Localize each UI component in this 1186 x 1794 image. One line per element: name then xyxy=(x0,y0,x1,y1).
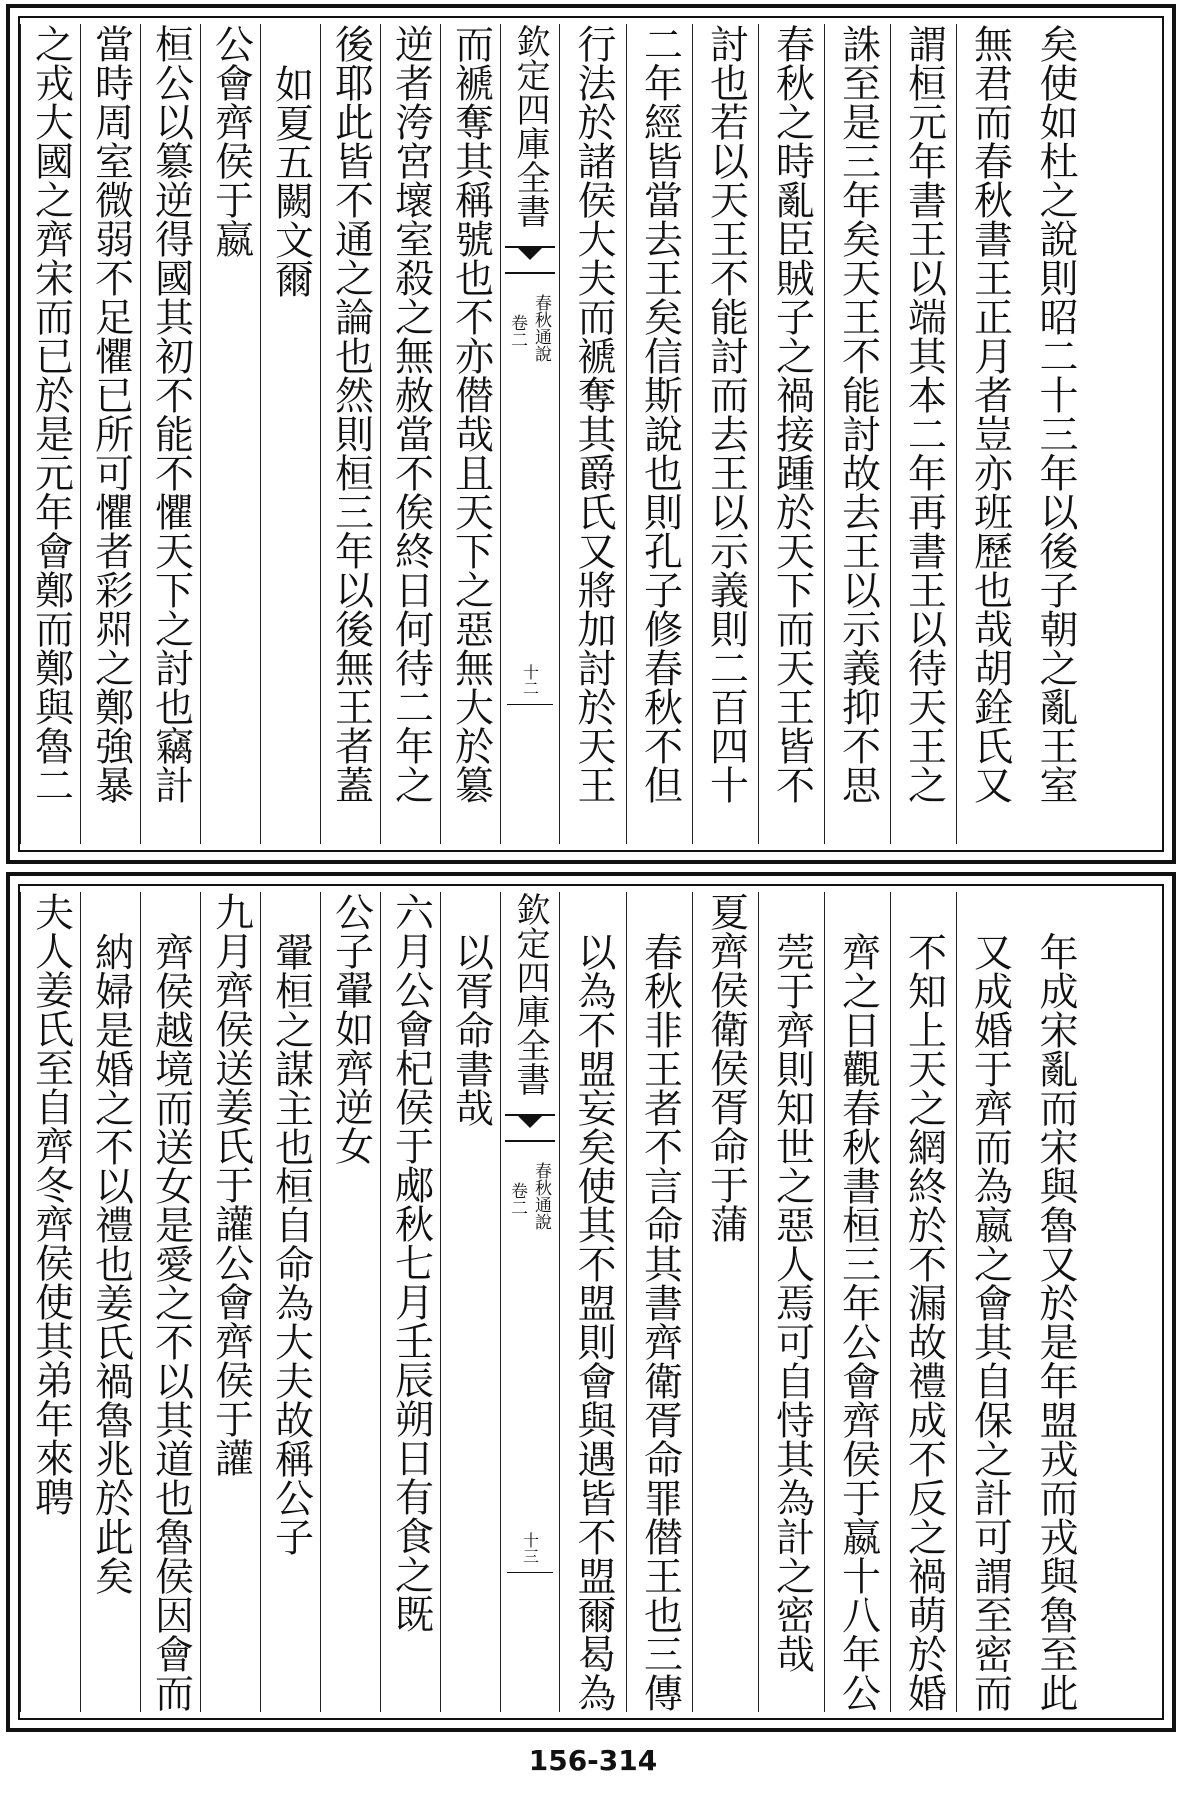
column-line: 矣使如杜之說則昭二十三年以後子朝之亂王室 xyxy=(1033,24,1078,804)
top-page xyxy=(6,4,1176,864)
column-line: 謂桓元年書王以端其本二年再書王以待天王之 xyxy=(890,24,956,844)
column-line: 公會齊侯于嬴 xyxy=(200,24,260,844)
column-line: 當時周室微弱不足懼已所可懼者彩喌之鄭強暴 xyxy=(80,24,140,844)
column-line: 春秋之時亂臣賊子之禍接踵於天下而天王皆不 xyxy=(758,24,824,844)
banner-volume: 卷二 xyxy=(507,1182,527,1216)
fish-tail-ornament xyxy=(505,246,555,274)
banner-title: 欽定四庫全書 xyxy=(510,892,550,1096)
banner-book-title: 春秋通說 xyxy=(531,294,551,362)
column-line: 後耶此皆不通之論也然則桓三年以後無王者蓋 xyxy=(320,24,380,844)
column-line: 逆者洿宮壞室殺之無赦當不俟終日何待二年之 xyxy=(380,24,440,844)
column-line: 春秋非王者不言命其書齊衛胥命罪僣王也三傳 xyxy=(626,892,692,1712)
banner-book-title: 春秋通說 xyxy=(531,1162,551,1230)
banner-title: 欽定四庫全書 xyxy=(510,24,550,228)
column-line: 不知上天之網終於不漏故禮成不反之禍萌於婚 xyxy=(890,892,956,1712)
column-line: 而褫奪其稱號也不亦僣哉且天下之惡無大於簒 xyxy=(440,24,500,844)
page-footer-number: 156-314 xyxy=(528,1744,658,1777)
column-line: 又成婚于齊而為嬴之會其自保之計可謂至密而 xyxy=(956,892,1022,1712)
center-banner xyxy=(500,892,560,1712)
column-line: 公子翬如齊逆女 xyxy=(320,892,380,1712)
bottom-page xyxy=(6,872,1176,1732)
column-line: 翬桓之謀主也桓自命為大夫故稱公子 xyxy=(260,892,320,1712)
column-line: 莞于齊則知世之惡人焉可自恃其為計之密哉 xyxy=(758,892,824,1712)
column-line: 誅至是三年矣天王不能討故去王以示義抑不思 xyxy=(824,24,890,844)
column-line: 無君而春秋書王正月者豈亦班歷也哉胡銓氏又 xyxy=(956,24,1022,844)
column-line: 年成宋亂而宋與魯又於是年盟戎而戎與魯至此 xyxy=(1033,932,1078,1712)
column-line: 桓公以簒逆得國其初不能不懼天下之討也竊計 xyxy=(140,24,200,844)
top-page-frame xyxy=(18,16,1164,852)
column-line: 六月公會杞侯于郕秋七月壬辰朔日有食之既 xyxy=(380,892,440,1712)
banner-volume: 卷二 xyxy=(507,314,527,348)
center-banner xyxy=(500,24,560,844)
column-line: 之戎大國之齊宋而已於是元年會鄭而鄭與魯二 xyxy=(20,24,80,844)
column-line: 納婦是婚之不以禮也姜氏禍魯兆於此矣 xyxy=(80,892,140,1712)
column-line: 二年經皆當去王矣信斯說也則孔子修春秋不但 xyxy=(626,24,692,844)
banner-rule xyxy=(507,1572,553,1573)
column-line: 行法於諸侯大夫而褫奪其爵氏又將加討於天王 xyxy=(571,24,616,804)
column-line: 以為不盟妄矣使其不盟則會與遇皆不盟爾曷為 xyxy=(571,932,616,1712)
column-line: 齊之日觀春秋書桓三年公會齊侯于嬴十八年公 xyxy=(824,892,890,1712)
column-line: 如夏五闕文爾 xyxy=(260,24,320,844)
column-line: 討也若以天王不能討而去王以示義則二百四十 xyxy=(692,24,758,844)
banner-page-number: 十二 xyxy=(520,664,540,696)
column-line: 九月齊侯送姜氏于讙公會齊侯于讙 xyxy=(200,892,260,1712)
banner-page-number: 十三 xyxy=(520,1532,540,1564)
column-line: 以胥命書哉 xyxy=(440,892,500,1712)
fish-tail-ornament xyxy=(505,1114,555,1142)
column-line: 齊侯越境而送女是愛之不以其道也魯侯因會而 xyxy=(140,892,200,1712)
column-line: 夫人姜氏至自齊冬齊侯使其弟年來聘 xyxy=(20,892,80,1712)
banner-rule xyxy=(507,704,553,705)
bottom-page-frame xyxy=(18,884,1164,1720)
column-line: 夏齊侯衛侯胥命于蒲 xyxy=(692,892,758,1712)
